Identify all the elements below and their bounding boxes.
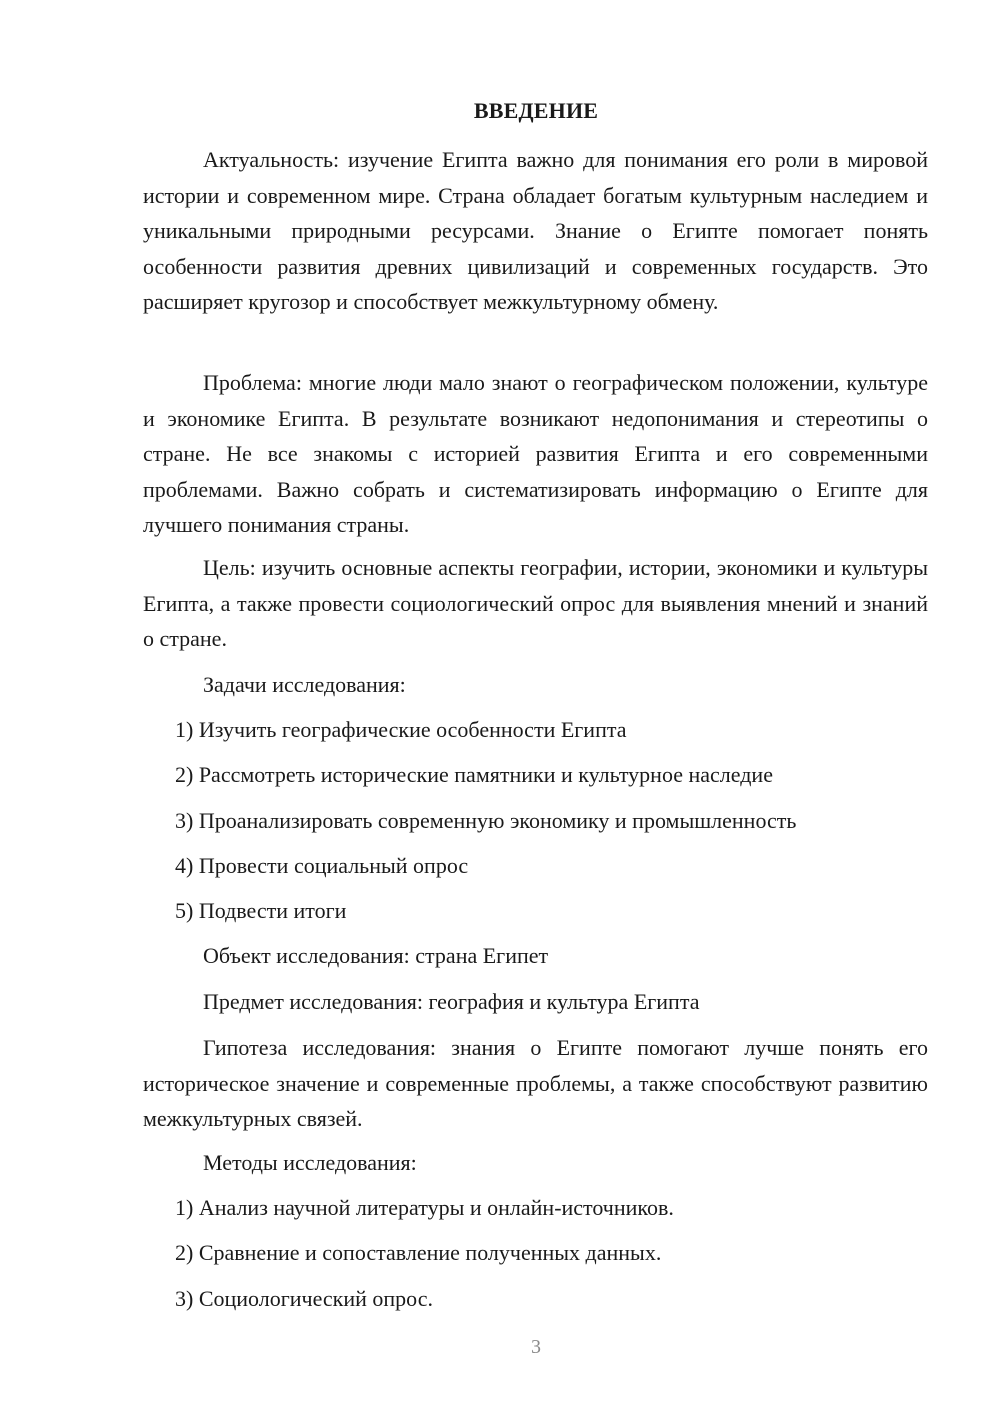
list-item: 1) Изучить географические особенности Египта [175, 717, 627, 742]
paragraph-problem: Проблема: многие люди мало знают о географическом положении, культуре и экономике Египта. В результате возникают недопонимания и стереотипы о стране. Не все знакомы с историей развития Египта и его современными проблемами. Важно собрать и систематизировать информацию о Египте для лучшего понимания страны. [143, 370, 928, 537]
research-subject: Предмет исследования: география и культура Египта [203, 989, 700, 1014]
page-title: ВВЕДЕНИЕ [473, 98, 599, 123]
methods-heading: Методы исследования: [203, 1150, 417, 1175]
paragraph-goal: Цель: изучить основные аспекты географии, истории, экономики и культуры Египта, а также провести социологический опрос для выявления мнений и знаний о стране. [143, 555, 928, 651]
list-item: 1) Анализ научной литературы и онлайн-источников. [175, 1195, 674, 1220]
list-item: 2) Рассмотреть исторические памятники и культурное наследие [175, 762, 773, 787]
tasks-heading: Задачи исследования: [203, 672, 406, 697]
paragraph-hypothesis: Гипотеза исследования: знания о Египте помогают лучше понять его историческое значение и современные проблемы, а также способствуют развитию межкультурных связей. [143, 1035, 928, 1131]
list-item: 3) Проанализировать современную экономику и промышленность [175, 808, 797, 833]
research-object: Объект исследования: страна Египет [203, 943, 549, 968]
list-item: 5) Подвести итоги [175, 898, 347, 923]
list-item: 4) Провести социальный опрос [175, 853, 469, 878]
paragraph-relevance: Актуальность: изучение Египта важно для понимания его роли в мировой истории и современном мире. Страна обладает богатым культурным наследием и уникальными природными ресурсами. Знание о Египте помогает понять особенности развития древних цивилизаций и современных государств. Это расширяет кругозор и способствует межкультурному обмену. [143, 147, 928, 314]
list-item: 2) Сравнение и сопоставление полученных данных. [175, 1240, 662, 1265]
page-number: 3 [531, 1336, 541, 1358]
list-item: 3) Социологический опрос. [175, 1286, 433, 1311]
